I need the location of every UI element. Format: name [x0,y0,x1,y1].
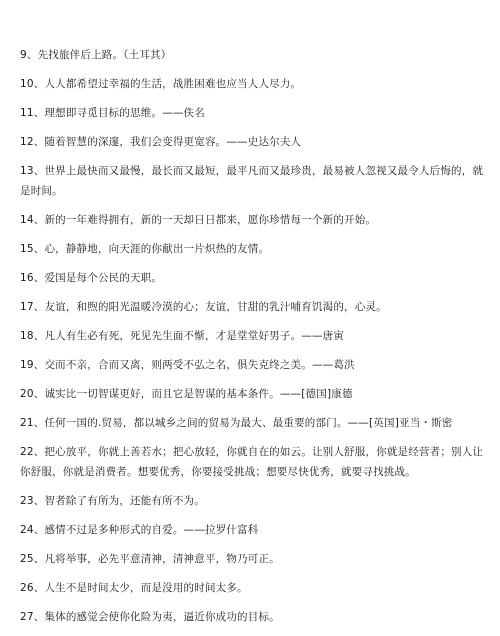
quote-item-14: 14、新的一年难得拥有，新的一天却日日都来，愿你珍惜每一个新的开始。 [20,214,377,226]
quote-item-25: 25、凡将举事，必先平意清神，清神意平，物乃可正。 [20,553,280,565]
quote-item-23: 23、智者除了有所为，还能有所不为。 [20,495,205,507]
quote-item-10: 10、人人都希望过幸福的生活，战胜困难也应当人人尽力。 [20,78,302,90]
quote-item-9: 9、先找旅伴后上路。（土耳其） [20,49,172,61]
quote-item-19: 19、交而不亲，合而又离，则两受不弘之名，俱失克终之美。——葛洪 [20,359,355,371]
quote-item-13: 13、世界上最快而又最慢，最长而又最短，最平凡而又最珍贵，最易被人忽视又最令人后悔的，就是时间。 [20,165,484,197]
quote-item-21: 21、任何一国的.贸易，都以城乡之间的贸易为最大、最重要的部门。——[英国]亚当・斯密 [20,417,453,429]
quote-item-16: 16、爱国是每个公民的天职。 [20,272,163,284]
quote-item-26: 26、人生不是时间太少，而是没用的时间太多。 [20,582,248,594]
quote-item-27: 27、集体的感觉会使你化险为夷，逼近你成功的目标。 [20,611,280,623]
quote-list [20,45,490,636]
quote-item-18: 18、凡人有生必有死，死见先生面不惭，才是堂堂好男子。——唐寅 [20,330,345,342]
quote-item-22: 22、把心放平，你就上善若水；把心放轻，你就自在的如云。让别人舒服，你就是经营者；别人让你舒服，你就是消费者。想要优秀，你要接受挑战；想要尽快优秀，就要寻找挑战。 [20,446,484,478]
quote-item-15: 15、心，静静地，向天涯的你献出一片炽热的友情。 [20,243,270,255]
quote-item-17: 17、友谊，和煦的阳光温暖冷漠的心；友谊，甘甜的乳汁哺育饥渴的，心灵。 [20,301,387,313]
quote-item-11: 11、理想即寻觅目标的思维。——佚名 [20,107,205,119]
quote-item-24: 24、感情不过是多种形式的自爱。——拉罗什富科 [20,524,259,536]
quote-item-12: 12、随着智慧的深邃，我们会变得更宽容。——史达尔夫人 [20,136,302,148]
quote-item-20: 20、诚实比一切智谋更好，而且它是智谋的基本条件。——[德国]康德 [20,388,353,400]
